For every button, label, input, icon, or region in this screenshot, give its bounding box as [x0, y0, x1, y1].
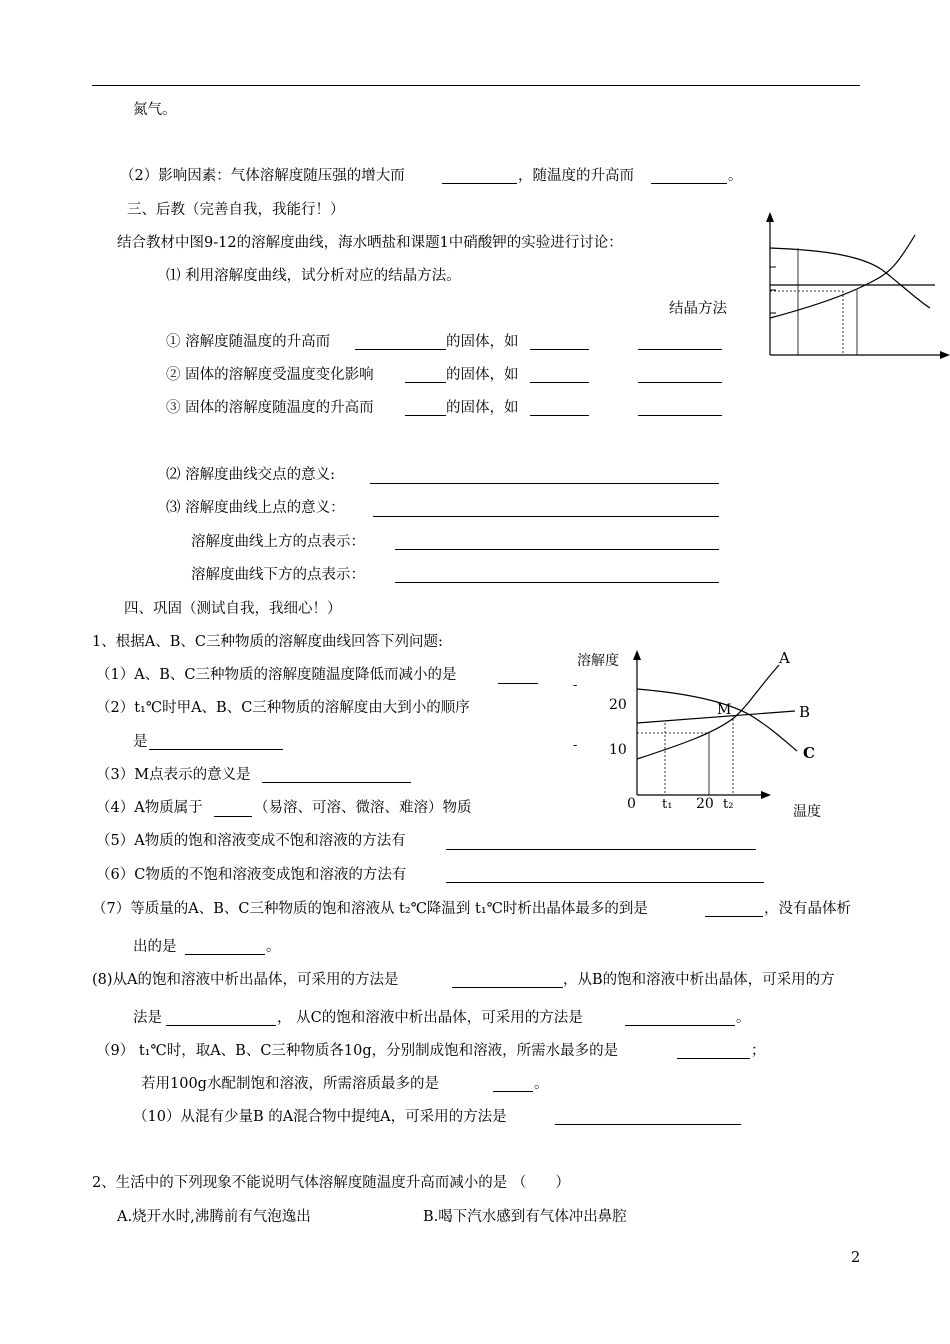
- text-line: ，从B的饱和溶液中析出晶体，可采用的方: [563, 972, 835, 988]
- answer-blank[interactable]: [166, 1025, 276, 1026]
- section-heading: 四、巩固（测试自我，我细心！）: [124, 601, 342, 617]
- answer-blank[interactable]: [395, 549, 719, 550]
- answer-blank[interactable]: [446, 849, 756, 850]
- answer-blank[interactable]: [638, 349, 722, 350]
- text-line: ② 固体的溶解度受温度变化影响: [166, 367, 374, 383]
- section-heading: 三、后教（完善自我，我能行！）: [127, 202, 345, 218]
- answer-blank[interactable]: [638, 382, 722, 383]
- answer-blank[interactable]: [638, 415, 722, 416]
- answer-blank[interactable]: [498, 683, 538, 684]
- answer-blank[interactable]: [185, 954, 265, 955]
- text-line: 。: [736, 1010, 751, 1026]
- text-line: 的固体，如: [446, 334, 519, 350]
- answer-blank[interactable]: [373, 516, 719, 517]
- text-line: ，随温度的升高而: [518, 168, 634, 184]
- text-line: 。: [266, 939, 281, 955]
- answer-blank[interactable]: [677, 1058, 750, 1059]
- answer-blank[interactable]: [530, 415, 589, 416]
- answer-blank[interactable]: [452, 987, 563, 988]
- text-line: （2）t₁℃时甲A、B、C三种物质的溶解度由大到小的顺序: [96, 700, 470, 716]
- series-label-b: B: [799, 703, 811, 721]
- answer-blank[interactable]: [555, 1124, 741, 1125]
- point-m-label: M: [717, 702, 732, 718]
- text-line: ， 从C的饱和溶液中析出晶体，可采用的方法是: [277, 1010, 583, 1026]
- y-dash: -: [573, 678, 578, 693]
- answer-blank[interactable]: [405, 382, 446, 383]
- text-line: 的固体，如: [446, 400, 519, 416]
- answer-blank[interactable]: [530, 349, 589, 350]
- y-axis-label: 溶解度: [577, 653, 619, 669]
- y-axis-arrow: [633, 650, 641, 660]
- curve-b: [637, 711, 795, 723]
- answer-blank[interactable]: [625, 1025, 735, 1026]
- text-line: ，没有晶体析: [764, 901, 851, 917]
- text-line: （3）M点表示的意义是: [96, 767, 251, 783]
- x-axis-arrow: [940, 351, 950, 359]
- text-line: 若用100g水配制饱和溶液，所需溶质最多的是: [141, 1076, 439, 1092]
- answer-blank[interactable]: [405, 415, 446, 416]
- answer-blank[interactable]: [395, 582, 719, 583]
- answer-blank[interactable]: [493, 1091, 533, 1092]
- y-tick-label: 20: [609, 697, 627, 713]
- answer-blank[interactable]: [149, 749, 283, 750]
- curve-a: [637, 665, 779, 759]
- text-line: （2）影响因素：气体溶解度随压强的增大而: [120, 168, 405, 184]
- curve-falling: [770, 248, 930, 308]
- answer-blank[interactable]: [370, 483, 719, 484]
- text-line: ⑴ 利用溶解度曲线，试分析对应的结晶方法。: [166, 268, 461, 284]
- x-tick-label: t₁: [662, 797, 673, 812]
- answer-blank[interactable]: [262, 782, 411, 783]
- text-line: 溶解度曲线上方的点表示：: [191, 534, 365, 550]
- text-line: 的固体，如: [446, 367, 519, 383]
- text-line: ⑶ 溶解度曲线上点的意义：: [166, 500, 345, 516]
- text-line: （9） t₁℃时，取A、B、C三种物质各10g，分别制成饱和溶液，所需水最多的是: [96, 1043, 619, 1059]
- column-label: 结晶方法: [669, 301, 727, 317]
- solubility-chart-small: [755, 210, 950, 365]
- x-tick-label: 20: [696, 796, 714, 812]
- series-label-c: C: [803, 744, 815, 762]
- answer-blank[interactable]: [442, 183, 517, 184]
- text-line: （易溶、可溶、微溶、难溶）物质: [254, 800, 472, 816]
- question-stem: 2、生活中的下列现象不能说明气体溶解度随温度升高而减小的是 （ ）: [92, 1175, 570, 1191]
- answer-blank[interactable]: [355, 349, 446, 350]
- text-line: 出的是: [133, 939, 177, 955]
- answer-blank[interactable]: [705, 916, 763, 917]
- text-line: 。: [534, 1076, 549, 1092]
- text-line: ⑵ 溶解度曲线交点的意义:: [166, 467, 335, 483]
- text-line: 氮气。: [133, 102, 177, 118]
- text-line: 是: [133, 734, 148, 750]
- text-line: （1）A、B、C三种物质的溶解度随温度降低而减小的是: [96, 667, 457, 683]
- text-line: （10）从混有少量B 的A混合物中提纯A，可采用的方法是: [133, 1109, 507, 1125]
- text-line: ① 溶解度随温度的升高而: [166, 334, 331, 350]
- page-number: 2: [851, 1250, 861, 1266]
- text-line: ③ 固体的溶解度随温度的升高而: [166, 400, 374, 416]
- series-label-a: A: [779, 649, 790, 667]
- text-line: 溶解度曲线下方的点表示：: [191, 567, 365, 583]
- curve-rising: [770, 235, 915, 318]
- text-line: ；: [751, 1043, 766, 1059]
- text-line: （5）A物质的饱和溶液变成不饱和溶液的方法有: [96, 833, 406, 849]
- answer-blank[interactable]: [530, 382, 589, 383]
- y-dash: -: [573, 738, 578, 753]
- solubility-chart-abc: [565, 645, 840, 825]
- text-line: 。: [728, 168, 743, 184]
- text-line: （4）A物质属于: [96, 800, 203, 816]
- option-b: B.喝下汽水感到有气体冲出鼻腔: [423, 1209, 627, 1225]
- text-line: (8)从A的饱和溶液中析出晶体，可采用的方法是: [92, 972, 399, 988]
- x-tick-label: 0: [627, 796, 636, 812]
- x-tick-label: t₂: [723, 797, 734, 812]
- text-line: 结合教材中图9-12的溶解度曲线，海水晒盐和课题1中硝酸钾的实验进行讨论：: [117, 235, 623, 251]
- text-line: （6）C物质的不饱和溶液变成饱和溶液的方法有: [96, 867, 407, 883]
- text-line: 法是: [133, 1010, 162, 1026]
- answer-blank[interactable]: [651, 183, 727, 184]
- y-tick-label: 10: [609, 742, 627, 758]
- text-line: （7）等质量的A、B、C三种物质的饱和溶液从 t₂℃降温到 t₁℃时析出晶体最多的到是: [92, 901, 648, 917]
- x-axis-label: 温度: [793, 804, 821, 820]
- header-rule: [92, 85, 860, 86]
- question-stem: 1、根据A、B、C三种物质的溶解度曲线回答下列问题:: [92, 634, 443, 650]
- answer-blank[interactable]: [214, 816, 252, 817]
- answer-blank[interactable]: [446, 882, 764, 883]
- option-a: A.烧开水时,沸腾前有气泡逸出: [117, 1209, 311, 1225]
- x-axis-arrow: [761, 791, 771, 799]
- y-axis-arrow: [766, 212, 774, 222]
- curve-c: [637, 689, 797, 751]
